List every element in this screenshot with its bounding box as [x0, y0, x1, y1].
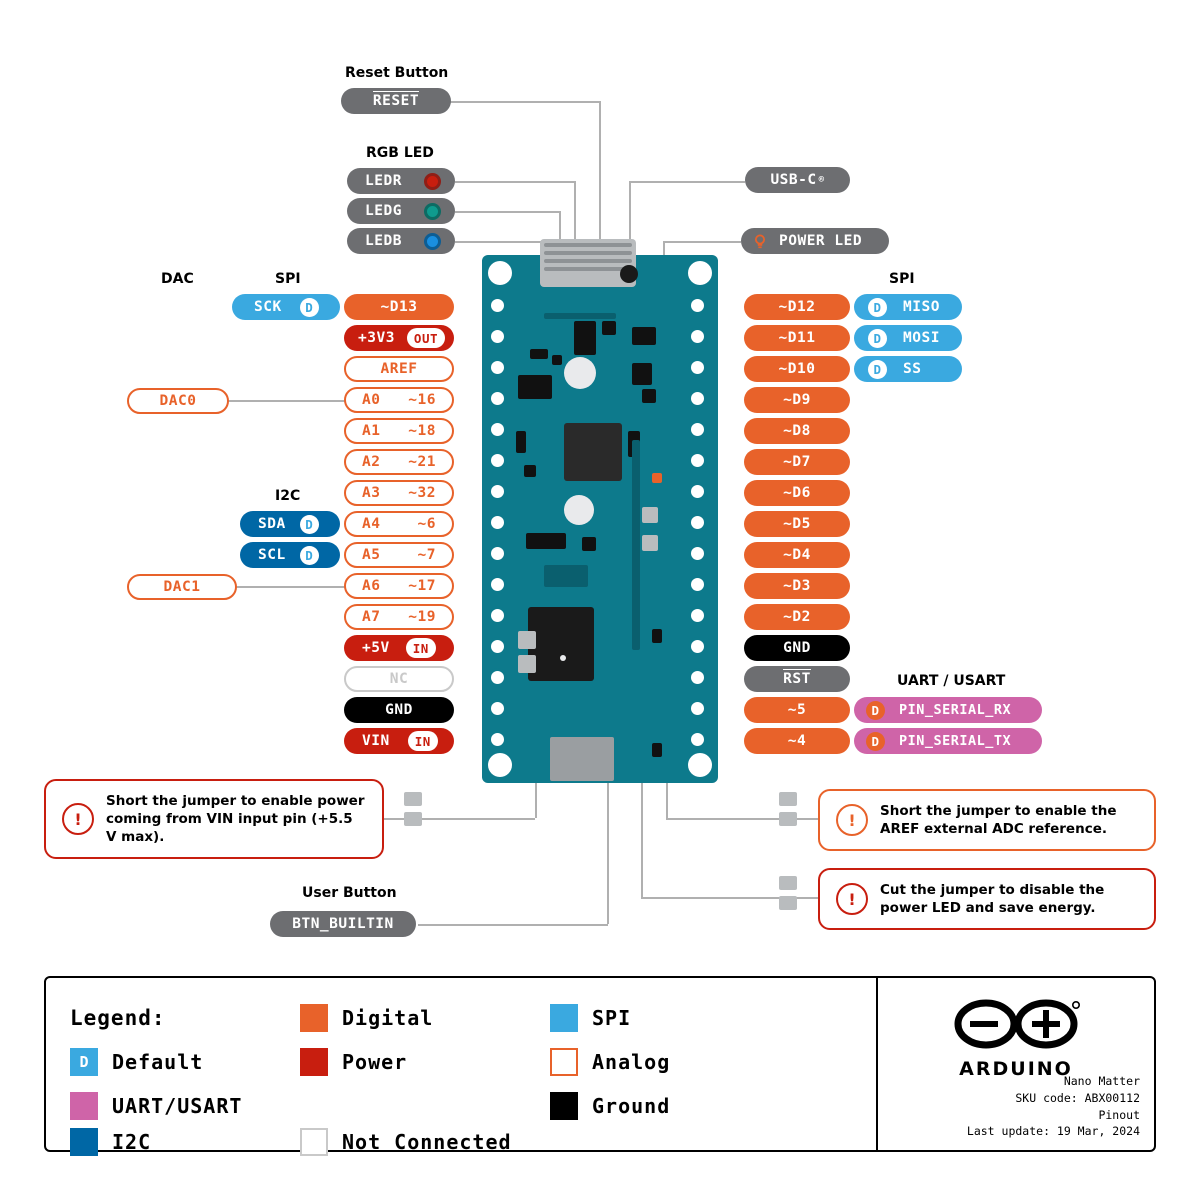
reset-button-label: Reset Button [345, 65, 449, 81]
wire-powerled [663, 241, 741, 243]
pin-d9: ~D9 [744, 387, 850, 413]
pin-d12: ~D12 [744, 294, 850, 320]
power-led-label: POWER LED [779, 233, 863, 249]
wire-dac1 [236, 586, 348, 588]
legend-item-i2c [70, 1128, 300, 1156]
trace-1 [544, 313, 616, 319]
uart-group-label: UART / USART [897, 673, 1006, 689]
pad-left-10 [488, 575, 507, 594]
pin-a7-name: A7 [362, 609, 381, 625]
wire-reset-v [599, 101, 601, 261]
pin-a6-alt: ~17 [408, 578, 436, 594]
legend-label-uart: UART/USART [112, 1094, 243, 1118]
pin-rst [744, 666, 850, 692]
swatch-ground-icon [550, 1092, 578, 1120]
pin-a3 [344, 480, 454, 506]
legend-item-uart [70, 1092, 300, 1120]
pad-left-14 [488, 699, 507, 718]
swatch-nc-icon [300, 1128, 328, 1156]
led-red-icon [424, 173, 441, 190]
pad-left-13 [488, 668, 507, 687]
antenna-shield [550, 737, 614, 781]
pad-right-9 [688, 544, 707, 563]
pin-a4-alt: ~6 [417, 516, 436, 532]
ic-small-17 [652, 743, 662, 757]
board-outline [482, 255, 718, 783]
mount-hole-tr [688, 261, 712, 285]
user-button-label: User Button [302, 885, 397, 901]
pin-fn-miso [854, 294, 962, 320]
legend-title-cell [70, 1006, 300, 1030]
wire-vinjmp-v [535, 783, 537, 818]
pad-left-8 [488, 513, 507, 532]
meta-sku: SKU code: ABX00112 [1015, 1090, 1140, 1105]
pin-a7 [344, 604, 454, 630]
legend-label-analog: Analog [592, 1050, 671, 1074]
usb-line-3 [544, 259, 632, 263]
pin-a4-name: A4 [362, 516, 381, 532]
legend-panel [44, 976, 1156, 1152]
ic-small-1 [574, 321, 596, 355]
rgb-led-label: RGB LED [366, 145, 434, 161]
pad-left-5 [488, 420, 507, 439]
reset-button-component [564, 357, 596, 389]
legend-label-power: Power [342, 1050, 408, 1074]
pin-a2-alt: ~21 [408, 454, 436, 470]
pad-left-2 [488, 327, 507, 346]
pad-right-12 [688, 637, 707, 656]
callout-aref-jumper [818, 789, 1156, 851]
legend-title: Legend: [70, 1006, 166, 1030]
usb-line-1 [544, 243, 632, 247]
swatch-default-icon: D [70, 1048, 98, 1076]
pin-fn-sda-label: SDA [258, 516, 286, 532]
pin-3v3 [344, 325, 454, 351]
mount-hole-bl [488, 753, 512, 777]
legend-label-default: Default [112, 1050, 204, 1074]
module-dot [560, 655, 566, 661]
pad-right-1 [688, 296, 707, 315]
pin-vin [344, 728, 454, 754]
jumper-pad-4 [518, 655, 536, 673]
led-green-icon [424, 203, 441, 220]
pin-rst-label: RST [783, 671, 811, 688]
pad-left-6 [488, 451, 507, 470]
pin-fn-miso-label: MISO [903, 299, 940, 315]
pin-a2-name: A2 [362, 454, 381, 470]
pin-gnd-left: GND [344, 697, 454, 723]
power-led-pill [741, 228, 889, 254]
usb-line-2 [544, 251, 632, 255]
usbc-reg: ® [818, 175, 825, 185]
legend-brand-panel [876, 978, 1154, 1150]
pad-right-4 [688, 389, 707, 408]
pin-d3: ~D3 [744, 573, 850, 599]
ledg-pill [347, 198, 455, 224]
ledb-pill [347, 228, 455, 254]
orange-led [652, 473, 662, 483]
pin-a1 [344, 418, 454, 444]
arduino-wordmark: ARDUINO [959, 1058, 1073, 1080]
pin-fn-serial-tx-label: PIN_SERIAL_TX [899, 733, 1012, 749]
jumper-vin-b [404, 812, 422, 826]
pin-3v3-direction: OUT [407, 328, 445, 348]
pin-fn-mosi-label: MOSI [903, 330, 940, 346]
spi-right-group-label: SPI [889, 271, 915, 287]
pin-a5-name: A5 [362, 547, 381, 563]
ledr-pill [347, 168, 455, 194]
swatch-analog-icon [550, 1048, 578, 1076]
pin-a0-alt: ~16 [408, 392, 436, 408]
callout-vin-text: Short the jumper to enable power coming from VIN input pin (+5.5 V max). [106, 792, 365, 846]
dac0-tag: DAC0 [127, 388, 229, 414]
reset-pill-label: RESET [372, 93, 420, 110]
trace-2 [632, 440, 640, 650]
pad-left-7 [488, 482, 507, 501]
legend-label-digital: Digital [342, 1006, 434, 1030]
jumper-pled-b [779, 896, 797, 910]
wire-dac0 [228, 400, 348, 402]
arduino-infinity-icon [950, 996, 1082, 1052]
wire-usbc [660, 181, 745, 183]
pad-right-14 [688, 699, 707, 718]
pin-fn-sck [232, 294, 340, 320]
default-badge-sck: D [300, 298, 319, 317]
pin-fn-serial-rx [854, 697, 1042, 723]
wire-usbc-h2 [629, 181, 661, 183]
btn-builtin-pill: BTN_BUILTIN [270, 911, 416, 937]
pin-fn-serial-rx-label: PIN_SERIAL_RX [899, 702, 1012, 718]
legend-items [46, 978, 876, 1154]
swatch-spi-icon [550, 1004, 578, 1032]
pin-d4: ~D4 [744, 542, 850, 568]
pin-5: ~5 [744, 697, 850, 723]
default-badge-scl: D [300, 546, 319, 565]
ic-small-8 [642, 389, 656, 403]
warning-icon-vin: ! [62, 803, 94, 835]
pad-right-15 [688, 730, 707, 749]
usbc-pill [745, 167, 850, 193]
default-badge-miso: D [868, 298, 887, 317]
jumper-pled-a [779, 876, 797, 890]
callout-vin-jumper [44, 779, 384, 859]
ic-small-6 [518, 375, 552, 399]
pad-left-1 [488, 296, 507, 315]
pin-fn-scl-label: SCL [258, 547, 286, 563]
pad-right-10 [688, 575, 707, 594]
ic-small-5 [552, 355, 562, 365]
ledr-label: LEDR [365, 173, 402, 189]
swatch-power-icon [300, 1048, 328, 1076]
pin-a5 [344, 542, 454, 568]
ic-small-13 [582, 537, 596, 551]
pin-a6 [344, 573, 454, 599]
jumper-pad-1 [642, 507, 658, 523]
default-badge-tx: D [866, 732, 885, 751]
pin-4: ~4 [744, 728, 850, 754]
pin-fn-sck-label: SCK [254, 299, 282, 315]
pin-d6: ~D6 [744, 480, 850, 506]
pin-vin-label: VIN [362, 733, 390, 749]
pad-left-4 [488, 389, 507, 408]
pin-d5: ~D5 [744, 511, 850, 537]
ic-small-11 [524, 465, 536, 477]
legend-label-nc: Not Connected [342, 1130, 512, 1154]
power-led-component [620, 265, 638, 283]
pin-5v [344, 635, 454, 661]
wire-ledr [455, 181, 575, 183]
legend-meta [967, 1073, 1140, 1140]
pad-left-9 [488, 544, 507, 563]
callout-power-led-jumper [818, 868, 1156, 930]
callout-pled-text: Cut the jumper to disable the power LED and save energy. [880, 881, 1105, 916]
wire-arefjmp-v [666, 783, 668, 818]
ic-small-4 [530, 349, 548, 359]
meta-kind: Pinout [1098, 1107, 1140, 1122]
pin-a2 [344, 449, 454, 475]
usb-line-4 [544, 267, 632, 271]
ic-small-10 [516, 431, 526, 453]
default-badge-mosi: D [868, 329, 887, 348]
pin-gnd-right: GND [744, 635, 850, 661]
legend-item-spi [550, 1004, 800, 1032]
legend-item-default [70, 1048, 300, 1076]
ic-small-7 [632, 363, 652, 385]
wire-reset [450, 101, 600, 103]
warning-icon-aref: ! [836, 804, 868, 836]
pad-right-8 [688, 513, 707, 532]
ic-small-2 [602, 321, 616, 335]
module-chip [528, 607, 594, 681]
pin-5v-label: +5V [362, 640, 390, 656]
mount-hole-tl [488, 261, 512, 285]
pin-a6-name: A6 [362, 578, 381, 594]
pad-right-5 [688, 420, 707, 439]
swatch-uart-icon [70, 1092, 98, 1120]
pin-fn-ss-label: SS [903, 361, 922, 377]
pad-left-3 [488, 358, 507, 377]
mcu-chip [564, 423, 622, 481]
spi-left-group-label: SPI [275, 271, 301, 287]
swatch-i2c-icon [70, 1128, 98, 1156]
swatch-digital-icon [300, 1004, 328, 1032]
legend-label-spi: SPI [592, 1006, 632, 1030]
pin-d8: ~D8 [744, 418, 850, 444]
jumper-vin-a [404, 792, 422, 806]
pin-a3-alt: ~32 [408, 485, 436, 501]
default-badge-sda: D [300, 515, 319, 534]
jumper-pad-3 [518, 631, 536, 649]
ic-small-3 [632, 327, 656, 345]
dac-group-label: DAC [161, 271, 194, 287]
pad-left-12 [488, 637, 507, 656]
legend-item-analog [550, 1048, 800, 1076]
pad-right-2 [688, 327, 707, 346]
callout-aref-text: Short the jumper to enable the AREF external ADC reference. [880, 802, 1117, 837]
pin-d11: ~D11 [744, 325, 850, 351]
pin-a0-name: A0 [362, 392, 381, 408]
ic-small-16 [652, 629, 662, 643]
warning-icon-pled: ! [836, 883, 868, 915]
pin-nc: NC [344, 666, 454, 692]
pin-d10: ~D10 [744, 356, 850, 382]
pin-a7-alt: ~19 [408, 609, 436, 625]
ledg-label: LEDG [365, 203, 402, 219]
led-blue-icon [424, 233, 441, 250]
pin-a4 [344, 511, 454, 537]
pin-a1-name: A1 [362, 423, 381, 439]
wire-ledb [455, 241, 545, 243]
dac1-tag: DAC1 [127, 574, 237, 600]
pin-fn-mosi [854, 325, 962, 351]
pad-right-3 [688, 358, 707, 377]
default-badge-ss: D [868, 360, 887, 379]
wire-userbtn [418, 924, 608, 926]
legend-label-ground: Ground [592, 1094, 671, 1118]
pin-aref: AREF [344, 356, 454, 382]
pad-right-6 [688, 451, 707, 470]
lamp-icon [751, 232, 769, 250]
pad-right-11 [688, 606, 707, 625]
legend-item-power [300, 1048, 550, 1076]
jumper-aref-a [779, 792, 797, 806]
pin-vin-direction: IN [408, 731, 438, 751]
pad-right-13 [688, 668, 707, 687]
pin-fn-scl [240, 542, 340, 568]
ledb-label: LEDB [365, 233, 402, 249]
legend-item-nc [300, 1128, 550, 1156]
arduino-logo [950, 996, 1082, 1080]
pin-3v3-label: +3V3 [358, 330, 395, 346]
user-button-component [564, 495, 594, 525]
pad-right-7 [688, 482, 707, 501]
usbc-label: USB-C [770, 172, 817, 188]
jumper-pad-2 [642, 535, 658, 551]
pin-fn-serial-tx [854, 728, 1042, 754]
pin-d13: ~D13 [344, 294, 454, 320]
wire-ledg [455, 211, 560, 213]
pad-left-15 [488, 730, 507, 749]
meta-board: Nano Matter [1063, 1074, 1140, 1089]
legend-label-i2c: I2C [112, 1130, 152, 1154]
jumper-aref-b [779, 812, 797, 826]
default-badge-rx: D [866, 701, 885, 720]
legend-item-ground [550, 1092, 800, 1120]
pin-5v-direction: IN [406, 638, 436, 658]
ic-small-14 [544, 565, 588, 587]
pin-fn-sda [240, 511, 340, 537]
pin-a1-alt: ~18 [408, 423, 436, 439]
pin-a0 [344, 387, 454, 413]
pin-d7: ~D7 [744, 449, 850, 475]
legend-item-digital [300, 1004, 550, 1032]
pin-a5-alt: ~7 [417, 547, 436, 563]
mount-hole-br [688, 753, 712, 777]
reset-pill [341, 88, 451, 114]
pad-left-11 [488, 606, 507, 625]
pin-d2: ~D2 [744, 604, 850, 630]
wire-arefjmp-h [666, 818, 821, 820]
ic-small-12 [526, 533, 566, 549]
meta-updated: Last update: 19 Mar, 2024 [966, 1124, 1140, 1139]
pin-a3-name: A3 [362, 485, 381, 501]
i2c-group-label: I2C [275, 488, 301, 504]
pin-fn-ss [854, 356, 962, 382]
